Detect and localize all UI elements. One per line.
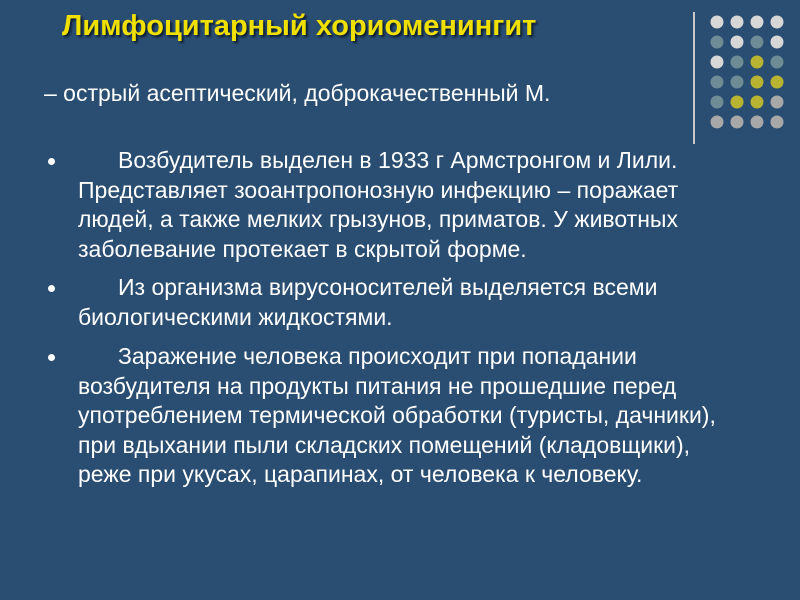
bullet-item <box>44 146 744 264</box>
decorative-dot <box>751 16 764 29</box>
decorative-dot <box>771 36 784 49</box>
decorative-dot <box>751 76 764 89</box>
decorative-dot <box>711 116 724 129</box>
bullet-text: Возбудитель выделен в 1933 г Армстронгом и Лили. Представляет зооантропонозную инфекцию – поражает людей, а также мелких грызунов, приматов. У животных заболевание протекает в скрытой форме. <box>78 147 679 262</box>
decorative-dot <box>771 16 784 29</box>
decorative-dot <box>771 116 784 129</box>
decorative-dot <box>751 116 764 129</box>
decorative-dot <box>751 96 764 109</box>
slide-title: Лимфоцитарный хориоменингит <box>62 10 537 42</box>
decorative-dot-grid <box>707 12 791 132</box>
decorative-dot <box>711 56 724 69</box>
decorative-dot <box>731 116 744 129</box>
bullet-list <box>44 146 744 499</box>
decorative-dot <box>711 76 724 89</box>
bullet-text: Из организма вирусоносителей выделяется всеми биологическими жидкостями. <box>78 274 658 330</box>
decorative-dot <box>731 16 744 29</box>
bullet-icon <box>48 354 55 361</box>
bullet-text: Заражение человека происходит при попадании возбудителя на продукты питания не прошедшие перед употреблением термической обработки (туристы, дачники), при вдыхании пыли складских помещений (кладовщики), реже при укусах, царапинах, от человека к человеку. <box>78 343 716 487</box>
decorative-dot <box>751 56 764 69</box>
decorative-dot <box>731 36 744 49</box>
decorative-dot <box>771 56 784 69</box>
decorative-dot <box>731 96 744 109</box>
decorative-dot <box>711 96 724 109</box>
slide-subtitle: – острый асептический, доброкачественный М. <box>44 80 551 106</box>
decorative-dot <box>711 16 724 29</box>
decorative-dot <box>731 56 744 69</box>
bullet-item <box>44 342 744 490</box>
decorative-dot <box>711 36 724 49</box>
bullet-icon <box>48 285 55 292</box>
decorative-dot <box>771 96 784 109</box>
decorative-dot <box>771 76 784 89</box>
decorative-divider <box>693 12 695 144</box>
decorative-dot <box>731 76 744 89</box>
bullet-icon <box>48 158 55 165</box>
bullet-item <box>44 273 744 332</box>
decorative-dot <box>751 36 764 49</box>
